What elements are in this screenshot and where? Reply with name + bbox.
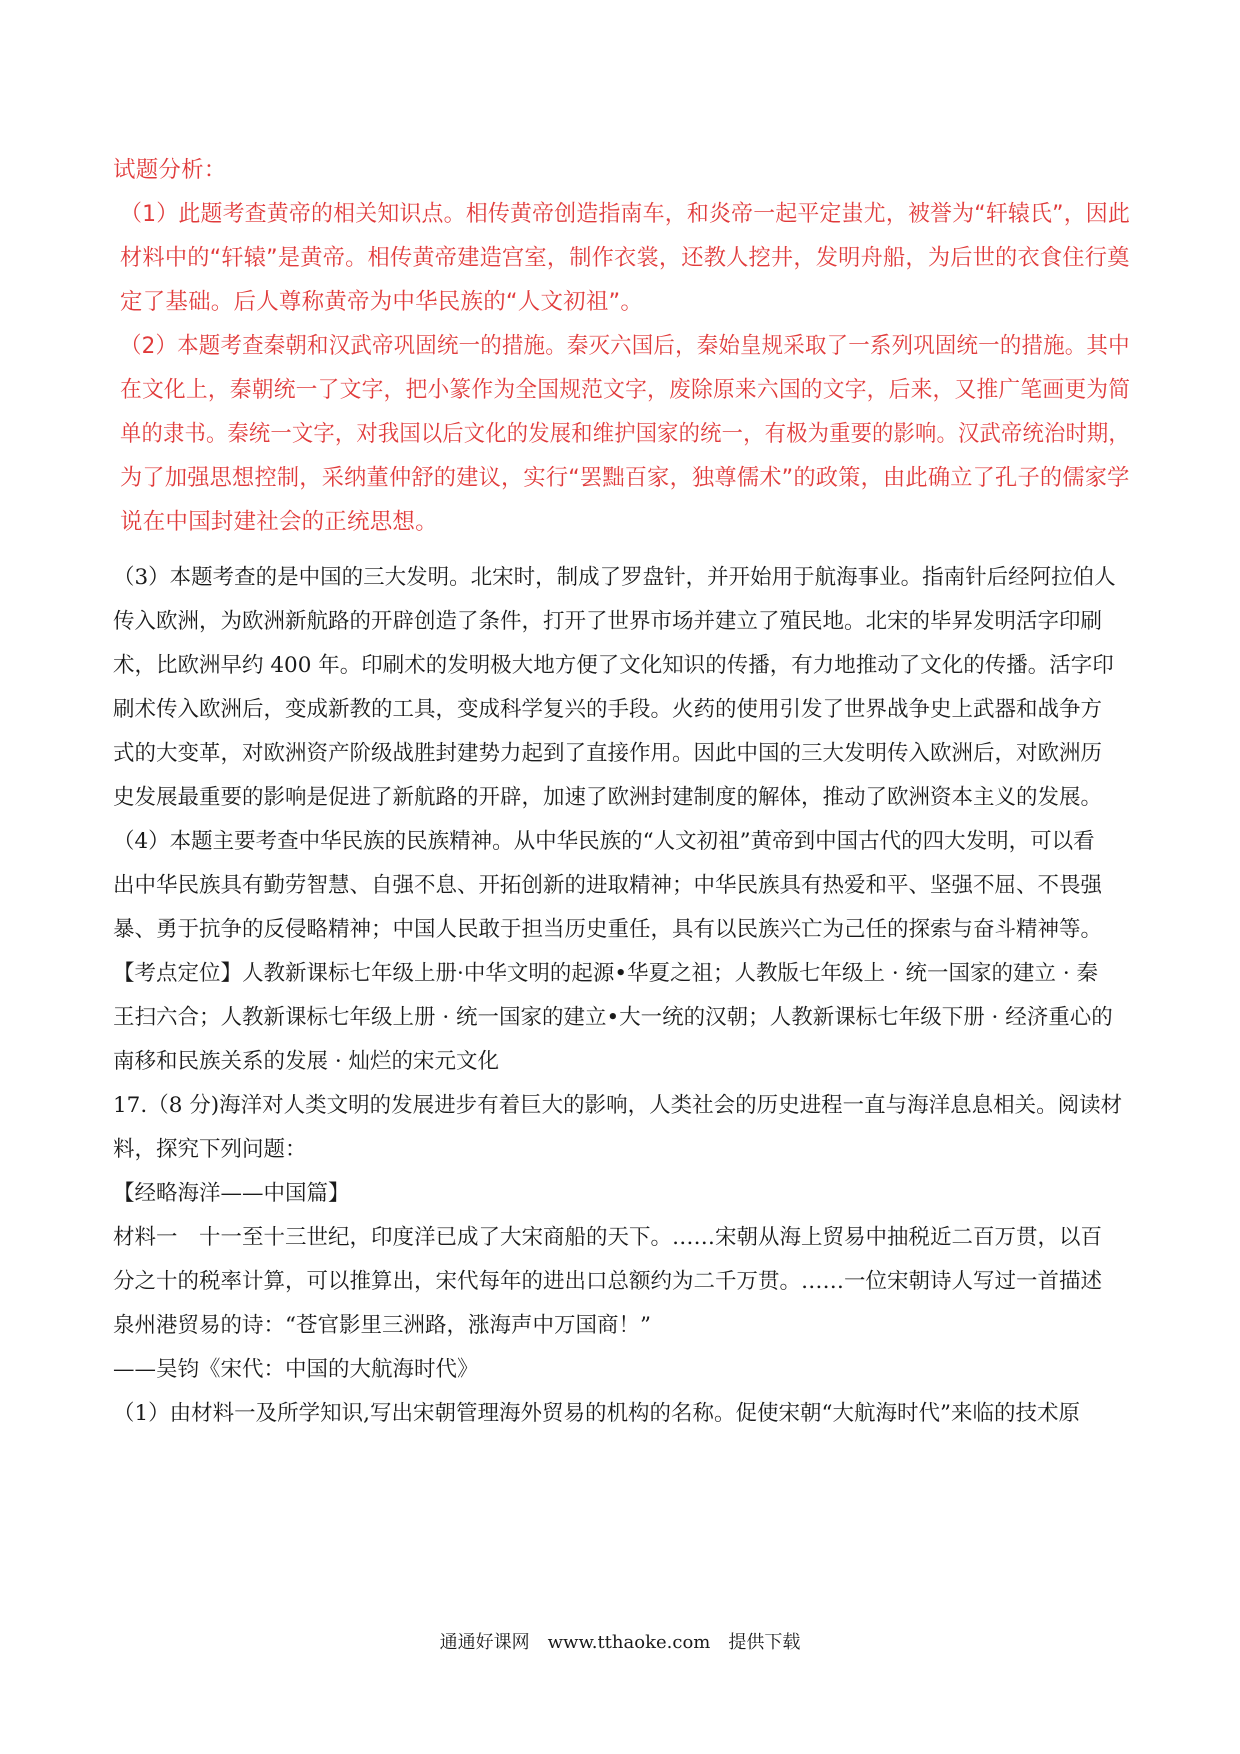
question-line: 17.（8 分)海洋对人类文明的发展进步有着巨大的影响，人类社会的历史进程一直与海洋息息相关。阅读材 <box>113 1093 1123 1118</box>
body-line: （4）本题主要考查中华民族的民族精神。从中华民族的“人文初祖”黄帝到中国古代的四大发明，可以看 <box>113 829 1095 854</box>
body-line: 传入欧洲，为欧洲新航路的开辟创造了条件，打开了世界市场并建立了殖民地。北宋的毕昇发明活字印刷 <box>113 609 1103 634</box>
material-line: 分之十的税率计算，可以推算出，宋代每年的进出口总额约为二千万贯。……一位宋朝诗人写过一首描述 <box>113 1269 1103 1294</box>
body-line: 术，比欧洲早约 400 年。印刷术的发明极大地方便了文化知识的传播，有力地推动了文化的传播。活字印 <box>113 653 1114 678</box>
analysis-heading: 试题分析： <box>113 157 227 183</box>
body-line: 式的大变革，对欧洲资产阶级战胜封建势力起到了直接作用。因此中国的三大发明传入欧洲后，对欧洲历 <box>113 741 1103 766</box>
page-footer: 通通好课网 www.tthaoke.com 提供下载 <box>439 1632 801 1653</box>
analysis-line: 定了基础。后人尊称黄帝为中华民族的“人文初祖”。 <box>120 289 644 315</box>
section-title: 【经略海洋——中国篇】 <box>113 1181 350 1206</box>
body-line: （3）本题考查的是中国的三大发明。北宋时，制成了罗盘针，并开始用于航海事业。指南针后经阿拉伯人 <box>113 565 1116 590</box>
analysis-line: （1）此题考查黄帝的相关知识点。相传黄帝创造指南车，和炎帝一起平定蚩尤，被誉为“轩辕氏”，因此 <box>120 201 1131 227</box>
exam-point-line: 【考点定位】人教新课标七年级上册·中华文明的起源•华夏之祖；人教版七年级上 · 统一国家的建立 · 秦 <box>113 961 1099 986</box>
question-line: （1）由材料一及所学知识,写出宋朝管理海外贸易的机构的名称。促使宋朝“大航海时代”来临的技术原 <box>113 1401 1081 1426</box>
question-line: 料，探究下列问题： <box>113 1137 307 1162</box>
exam-point-line: 南移和民族关系的发展 · 灿烂的宋元文化 <box>113 1049 500 1074</box>
body-line: 刷术传入欧洲后，变成新教的工具，变成科学复兴的手段。火药的使用引发了世界战争史上武器和战争方 <box>113 697 1103 722</box>
exam-point-line: 王扫六合；人教新课标七年级上册 · 统一国家的建立•大一统的汉朝；人教新课标七年级下册 · 经济重心的 <box>113 1005 1113 1030</box>
analysis-line: 为了加强思想控制，采纳董仲舒的建议，实行“罢黜百家，独尊儒术”的政策，由此确立了孔子的儒家学 <box>120 465 1130 491</box>
analysis-line: 说在中国封建社会的正统思想。 <box>120 509 438 535</box>
analysis-line: 材料中的“轩辕”是黄帝。相传黄帝建造宫室，制作衣裳，还教人挖井，发明舟船，为后世的衣食住行奠 <box>120 245 1130 271</box>
analysis-line: 单的隶书。秦统一文字，对我国以后文化的发展和维护国家的统一，有极为重要的影响。汉武帝统治时期， <box>120 421 1130 447</box>
analysis-line: 在文化上，秦朝统一了文字，把小篆作为全国规范文字，废除原来六国的文字，后来，又推广笔画更为简 <box>120 377 1131 403</box>
analysis-line: （2）本题考查秦朝和汉武帝巩固统一的措施。秦灭六国后，秦始皇规采取了一系列巩固统一的措施。其中 <box>120 333 1130 359</box>
body-line: 出中华民族具有勤劳智慧、自强不息、开拓创新的进取精神；中华民族具有热爱和平、坚强不屈、不畏强 <box>113 873 1103 898</box>
body-line: 暴、勇于抗争的反侵略精神；中国人民敢于担当历史重任，具有以民族兴亡为己任的探索与奋斗精神等。 <box>113 917 1103 942</box>
material-line: 泉州港贸易的诗：“苍官影里三洲路，涨海声中万国商！” <box>113 1313 651 1338</box>
material-source: ——吴钧《宋代：中国的大航海时代》 <box>113 1357 479 1382</box>
body-line: 史发展最重要的影响是促进了新航路的开辟，加速了欧洲封建制度的解体，推动了欧洲资本主义的发展。 <box>113 785 1103 810</box>
material-line: 材料一 十一至十三世纪，印度洋已成了大宋商船的天下。……宋朝从海上贸易中抽税近二百万贯，以百 <box>113 1225 1103 1250</box>
